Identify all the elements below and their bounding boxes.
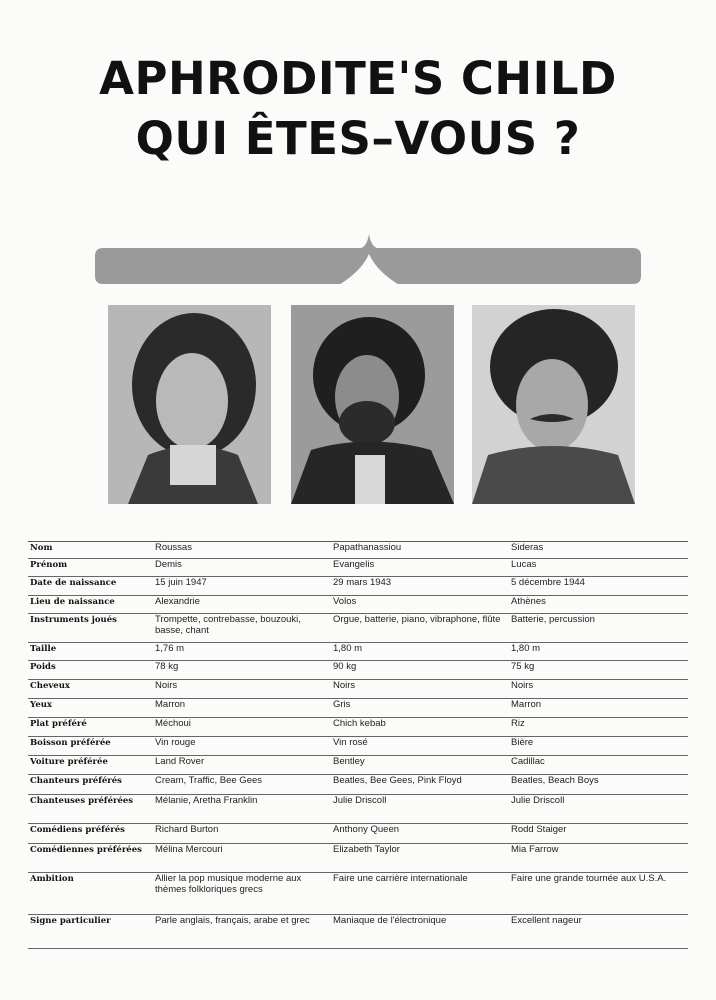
cell-member-2: Anthony Queen [330, 824, 508, 844]
cell-member-3: 5 décembre 1944 [508, 577, 688, 596]
table-row [28, 873, 688, 915]
cell-member-2: 90 kg [330, 661, 508, 680]
photo-member-1 [108, 305, 271, 504]
biography-table [28, 541, 688, 949]
cell-member-3: Noirs [508, 680, 688, 699]
portrait-image [291, 305, 454, 504]
cell-member-3: Rodd Staiger [508, 824, 688, 844]
cell-member-1: 78 kg [152, 661, 330, 680]
cell-member-2: Orgue, batterie, piano, vibraphone, flûte [330, 614, 508, 643]
row-label: Date de naissance [28, 577, 152, 596]
table-row [28, 824, 688, 844]
cell-member-1: Allier la pop musique moderne aux thèmes folkloriques grecs [152, 873, 330, 915]
cell-member-1: Mélina Mercouri [152, 844, 330, 873]
cell-member-2: Maniaque de l'électronique [330, 915, 508, 949]
cell-member-2: Chich kebab [330, 718, 508, 737]
table-row [28, 643, 688, 661]
cell-member-1: Richard Burton [152, 824, 330, 844]
row-label: Comédiennes préférées [28, 844, 152, 873]
table-row [28, 844, 688, 873]
row-label: Yeux [28, 699, 152, 718]
cell-member-1: Demis [152, 559, 330, 577]
table-row [28, 737, 688, 756]
cell-member-1: Parle anglais, français, arabe et grec [152, 915, 330, 949]
table-row [28, 680, 688, 699]
headline-band-name: APHRODITE'S CHILD [99, 52, 617, 105]
decorative-banner [95, 228, 641, 298]
row-label: Lieu de naissance [28, 596, 152, 614]
row-label: Boisson préférée [28, 737, 152, 756]
table-row [28, 614, 688, 643]
cell-member-3: Excellent nageur [508, 915, 688, 949]
row-label: Voiture préférée [28, 756, 152, 775]
cell-member-1: Cream, Traffic, Bee Gees [152, 775, 330, 795]
table-row [28, 577, 688, 596]
row-label: Nom [28, 542, 152, 559]
row-label: Comédiens préférés [28, 824, 152, 844]
cell-member-1: Trompette, contrebasse, bouzouki, basse, chant [152, 614, 330, 643]
cell-member-3: Riz [508, 718, 688, 737]
cell-member-2: Papathanassiou [330, 542, 508, 559]
table-row [28, 915, 688, 949]
cell-member-3: Bière [508, 737, 688, 756]
cell-member-2: Julie Driscoll [330, 795, 508, 824]
cell-member-3: Julie Driscoll [508, 795, 688, 824]
cell-member-2: Bentley [330, 756, 508, 775]
cell-member-2: Elizabeth Taylor [330, 844, 508, 873]
cell-member-1: 1,76 m [152, 643, 330, 661]
photo-member-2 [291, 305, 454, 504]
table-row [28, 542, 688, 559]
cell-member-1: Alexandrie [152, 596, 330, 614]
table-row [28, 775, 688, 795]
cell-member-3: Marron [508, 699, 688, 718]
cell-member-1: Noirs [152, 680, 330, 699]
cell-member-1: Roussas [152, 542, 330, 559]
cell-member-2: Vin rosé [330, 737, 508, 756]
row-label: Poids [28, 661, 152, 680]
table-row [28, 795, 688, 824]
cell-member-3: Batterie, percussion [508, 614, 688, 643]
portrait-image [472, 305, 635, 504]
table-row [28, 596, 688, 614]
row-label: Chanteurs préférés [28, 775, 152, 795]
row-label: Plat préféré [28, 718, 152, 737]
cell-member-1: Vin rouge [152, 737, 330, 756]
row-label: Cheveux [28, 680, 152, 699]
row-label: Prénom [28, 559, 152, 577]
row-label: Instruments joués [28, 614, 152, 643]
cell-member-2: Gris [330, 699, 508, 718]
cell-member-2: Faire une carrière internationale [330, 873, 508, 915]
cell-member-2: Noirs [330, 680, 508, 699]
cell-member-3: Faire une grande tournée aux U.S.A. [508, 873, 688, 915]
cell-member-3: Cadillac [508, 756, 688, 775]
cell-member-3: Athènes [508, 596, 688, 614]
cell-member-2: Beatles, Bee Gees, Pink Floyd [330, 775, 508, 795]
table-row [28, 661, 688, 680]
cell-member-1: Mélanie, Aretha Franklin [152, 795, 330, 824]
headline-question: QUI ÊTES–VOUS ? [135, 112, 581, 165]
row-label: Signe particulier [28, 915, 152, 949]
table-row [28, 559, 688, 577]
cell-member-3: Sideras [508, 542, 688, 559]
cell-member-2: 29 mars 1943 [330, 577, 508, 596]
cell-member-2: Volos [330, 596, 508, 614]
photo-member-3 [472, 305, 635, 504]
row-label: Taille [28, 643, 152, 661]
cell-member-1: Land Rover [152, 756, 330, 775]
cell-member-3: Mia Farrow [508, 844, 688, 873]
cell-member-2: 1,80 m [330, 643, 508, 661]
cell-member-2: Evangelis [330, 559, 508, 577]
row-label: Chanteuses préférées [28, 795, 152, 824]
cell-member-3: 1,80 m [508, 643, 688, 661]
portrait-image [108, 305, 271, 504]
cell-member-3: Beatles, Beach Boys [508, 775, 688, 795]
row-label: Ambition [28, 873, 152, 915]
cell-member-1: 15 juin 1947 [152, 577, 330, 596]
cell-member-1: Marron [152, 699, 330, 718]
cell-member-1: Méchoui [152, 718, 330, 737]
cell-member-3: Lucas [508, 559, 688, 577]
cell-member-3: 75 kg [508, 661, 688, 680]
table-row [28, 718, 688, 737]
table-row [28, 756, 688, 775]
table-row [28, 699, 688, 718]
